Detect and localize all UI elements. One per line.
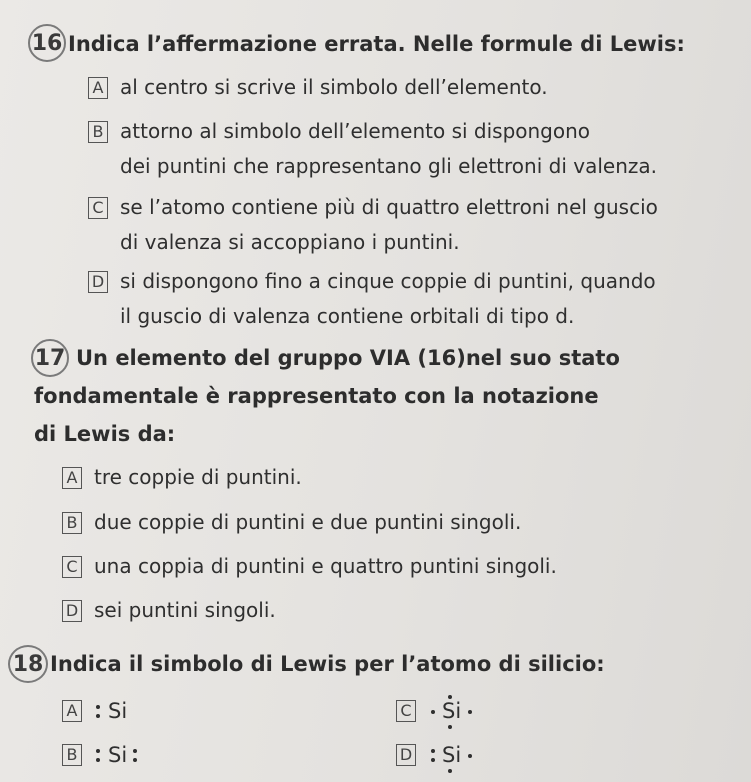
option-18-b[interactable] xyxy=(62,740,139,770)
question-18-text: Indica il simbolo di Lewis per l’atomo di silicio: xyxy=(50,652,605,676)
option-16-b[interactable] xyxy=(88,115,657,182)
option-letter-d: D xyxy=(62,600,82,622)
electron-dot xyxy=(96,714,100,718)
electron-dot xyxy=(96,705,100,709)
option-16-a-text: al centro si scrive il simbolo dell’elemento. xyxy=(120,75,548,99)
option-17-c-text: una coppia di puntini e quattro puntini singoli. xyxy=(94,554,557,578)
question-number-17-label: 17 xyxy=(34,345,66,371)
electron-dot xyxy=(448,695,452,699)
lewis-symbol-d xyxy=(428,740,475,770)
option-letter-c: C xyxy=(396,700,416,722)
electron-dot xyxy=(448,725,452,729)
option-16-d-line-1: si dispongono fino a cinque coppie di puntini, quando xyxy=(120,269,656,293)
lewis-symbol-a xyxy=(94,696,127,726)
option-17-b[interactable] xyxy=(62,506,521,538)
option-16-b-line-1: attorno al simbolo dell’elemento si dispongono xyxy=(120,119,591,143)
lewis-symbol-a-label: Si xyxy=(108,699,128,723)
electron-dot xyxy=(448,769,452,773)
option-16-b-line-2: dei puntini che rappresentano gli elettroni di valenza. xyxy=(120,154,657,178)
option-letter-a: A xyxy=(88,77,108,99)
question-number-17 xyxy=(33,341,67,375)
electron-dot xyxy=(96,758,100,762)
question-number-16 xyxy=(30,26,64,60)
option-16-d-line-2: il guscio di valenza contiene orbitali di tipo d. xyxy=(120,304,575,328)
question-number-16-label: 16 xyxy=(31,30,63,56)
option-letter-a: A xyxy=(62,467,82,489)
option-letter-a: A xyxy=(62,700,82,722)
lewis-symbol-c xyxy=(428,696,475,726)
electron-dot xyxy=(96,749,100,753)
option-17-c[interactable] xyxy=(62,550,557,582)
lewis-symbol-b xyxy=(94,740,139,770)
option-17-d-text: sei puntini singoli. xyxy=(94,598,276,622)
option-17-d[interactable] xyxy=(62,594,276,626)
electron-dot xyxy=(133,749,137,753)
option-17-b-text: due coppie di puntini e due puntini singoli. xyxy=(94,510,522,534)
lewis-symbol-d-label: Si xyxy=(442,743,462,767)
option-17-a[interactable] xyxy=(62,461,302,493)
electron-dot xyxy=(133,758,137,762)
option-letter-d: D xyxy=(396,744,416,766)
question-17-line-3: di Lewis da: xyxy=(34,422,176,446)
electron-dot xyxy=(431,749,435,753)
option-letter-c: C xyxy=(88,197,108,219)
lewis-symbol-c-label: Si xyxy=(442,699,462,723)
option-18-d[interactable] xyxy=(396,740,475,770)
electron-dot xyxy=(468,710,472,714)
lewis-symbol-b-label: Si xyxy=(108,743,128,767)
question-17-line-2: fondamentale è rappresentato con la notazione xyxy=(34,384,599,408)
option-16-d[interactable] xyxy=(88,265,656,332)
option-letter-b: B xyxy=(62,512,82,534)
electron-dot xyxy=(431,758,435,762)
option-17-a-text: tre coppie di puntini. xyxy=(94,465,302,489)
option-18-c[interactable] xyxy=(396,696,475,726)
option-16-a[interactable] xyxy=(88,71,548,103)
electron-dot xyxy=(431,710,435,714)
option-letter-b: B xyxy=(62,744,82,766)
option-16-c-line-1: se l’atomo contiene più di quattro elettroni nel guscio xyxy=(120,195,658,219)
electron-dot xyxy=(468,754,472,758)
option-16-c-line-2: di valenza si accoppiano i puntini. xyxy=(120,230,460,254)
question-number-18-label: 18 xyxy=(12,651,44,677)
option-16-c[interactable] xyxy=(88,191,658,258)
option-letter-b: B xyxy=(88,121,108,143)
question-number-18 xyxy=(10,647,46,681)
option-18-a[interactable] xyxy=(62,696,127,726)
question-17-line-1: Un elemento del gruppo VIA (16)nel suo stato xyxy=(76,346,620,370)
option-letter-c: C xyxy=(62,556,82,578)
question-16-text: Indica l’affermazione errata. Nelle formule di Lewis: xyxy=(68,32,685,56)
option-letter-d: D xyxy=(88,271,108,293)
